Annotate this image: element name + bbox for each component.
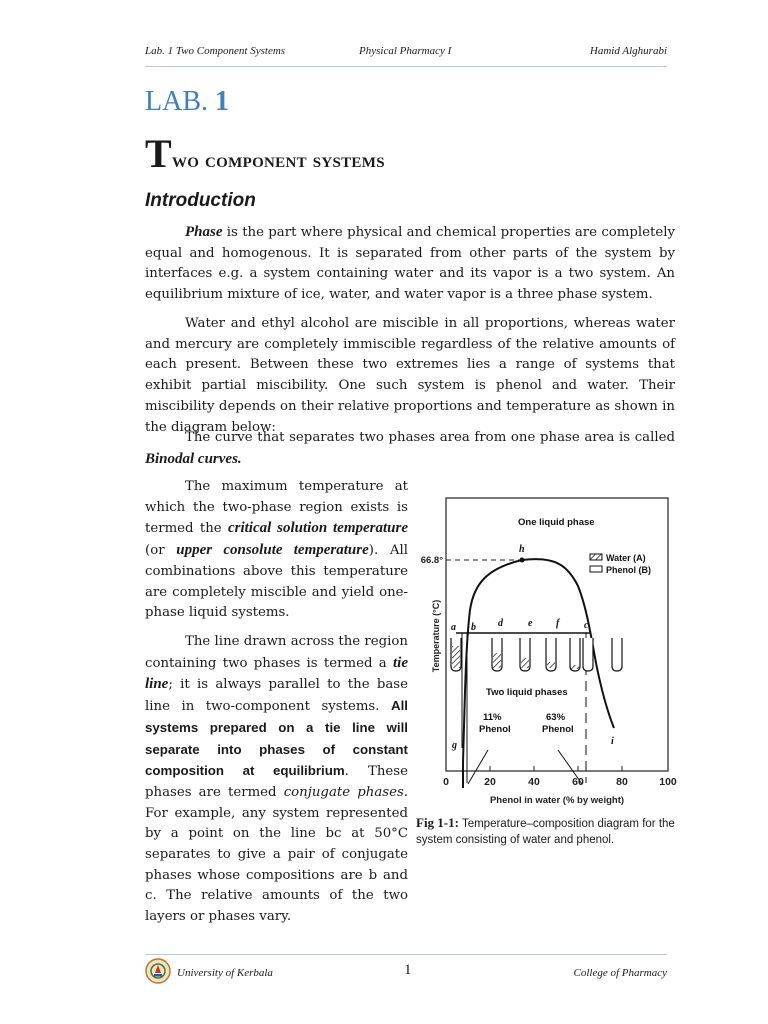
x-tick-100: 100 [659, 776, 677, 788]
p4-text-1: The maximum temperature at which the two-phase region exists is termed the [145, 479, 408, 537]
legend [590, 553, 651, 575]
two-liquid-phases-label: Two liquid phases [486, 687, 568, 698]
footer-university: University of Kerbala [177, 967, 273, 979]
p5-text-1: The line drawn across the region containing two phases is termed a [145, 634, 408, 671]
point-label-a: a [451, 622, 456, 633]
header-center: Physical Pharmacy I [359, 45, 452, 57]
figure-caption [416, 815, 678, 848]
p4-text-3: ). All combinations above this temperature are completely miscible and yield one-phase liquid systems. [145, 543, 408, 621]
one-liquid-phase-label: One liquid phase [518, 517, 595, 528]
pct-left: 11% [483, 712, 502, 723]
lab-label: LAB. [145, 86, 208, 117]
paragraph-binodal [145, 428, 675, 470]
term-binodal: Binodal curves. [145, 450, 242, 467]
pct-right-sub: Phenol [542, 724, 574, 735]
critical-temp-label: 66.8° [420, 555, 443, 566]
paragraph-phase-text: is the part where physical and chemical properties are completely equal and homogenous. It is separated from other parts of the system by interfaces e.g. a system containing water and its vapor is a two system. An equilibrium mixture of ice, water, and water vapor is a three phase system. [145, 225, 675, 303]
page-footer [145, 962, 667, 992]
pct-right: 63% [546, 712, 566, 723]
p5-text-3: . These phases are termed [145, 764, 408, 800]
x-tick-0: 0 [443, 776, 449, 788]
point-h [520, 558, 525, 563]
x-tick-40: 40 [528, 776, 540, 788]
point-label-e: e [528, 618, 533, 629]
paragraph-miscibility: Water and ethyl alcohol are miscible in all proportions, whereas water and mercury are completely immiscible regardless of the relative amounts of each present. Between these two extremes lies a range of systems that exhibit partial miscibility. One such system is phenol and water. Their miscibility depends on their relative proportions and temperature as shown in the diagram below: [145, 316, 675, 435]
legend-phenol-label: Phenol (B) [606, 565, 651, 575]
p5-text-2: ; it is always parallel to the base line in two-component systems. [145, 677, 408, 715]
legend-phenol-swatch [590, 566, 602, 572]
lab-heading [145, 86, 229, 118]
x-tick-80: 80 [616, 776, 628, 788]
tie-line-rule: All systems prepared on a tie line will separate into phases of constant composition at equilibrium [145, 698, 408, 779]
paragraph-critical-temp [145, 477, 408, 624]
point-label-c: c [584, 620, 589, 631]
p5-text-4: For example, any system represented by a point on the line bc at 50°C separates to give a pair of conjugate phases whose compositions are b and c. The relative amounts of the two layers or phases vary. [145, 805, 408, 925]
point-label-b: b [471, 622, 476, 633]
header-left: Lab. 1 Two Component Systems [145, 45, 286, 57]
page-header [145, 45, 667, 61]
phase-diagram-figure [418, 488, 680, 808]
footer-college: College of Pharmacy [573, 967, 667, 979]
title-rest: wo component systems [171, 147, 385, 172]
page-number: 1 [404, 962, 412, 978]
point-label-h: h [519, 544, 525, 555]
term-critical-solution-temp: critical solution temperature [227, 520, 408, 537]
term-upper-consolute-temp: upper consolute temperature [176, 542, 369, 559]
page-title [145, 130, 385, 177]
term-tie-line: tie line [145, 654, 408, 693]
x-tick-20: 20 [484, 776, 496, 788]
caption-label: Fig 1-1: [416, 815, 459, 830]
y-axis-label: Temperature (°C) [431, 599, 441, 673]
phase-diagram [418, 488, 680, 808]
lab-number: 1 [215, 86, 229, 117]
point-label-d: d [498, 618, 503, 629]
legend-water-swatch [590, 554, 602, 560]
point-label-i: i [611, 736, 614, 747]
header-right: Hamid Alghurabi [589, 45, 667, 57]
term-conjugate-phases: conjugate phases. [283, 784, 408, 800]
paragraph-binodal-text: The curve that separates two phases area from one phase area is called [185, 430, 675, 445]
introduction-heading: Introduction [145, 190, 256, 211]
title-initial: T [145, 131, 172, 176]
pct-left-sub: Phenol [479, 724, 511, 735]
p4-text-2: (or [145, 543, 177, 559]
point-label-g: g [452, 740, 457, 751]
header-rule [145, 66, 667, 67]
legend-water-label: Water (A) [606, 553, 646, 563]
caption-text: Temperature–composition diagram for the system consisting of water and phenol. [416, 818, 675, 846]
point-label-f: f [556, 618, 560, 629]
x-tick-60: 60 [572, 776, 584, 788]
paragraph-tie-line [145, 632, 408, 928]
footer-rule [145, 954, 667, 955]
paragraph-phase [145, 222, 675, 306]
university-logo-icon [145, 958, 171, 984]
term-phase: Phase [185, 224, 223, 240]
x-axis-label: Phenol in water (% by weight) [489, 795, 625, 806]
